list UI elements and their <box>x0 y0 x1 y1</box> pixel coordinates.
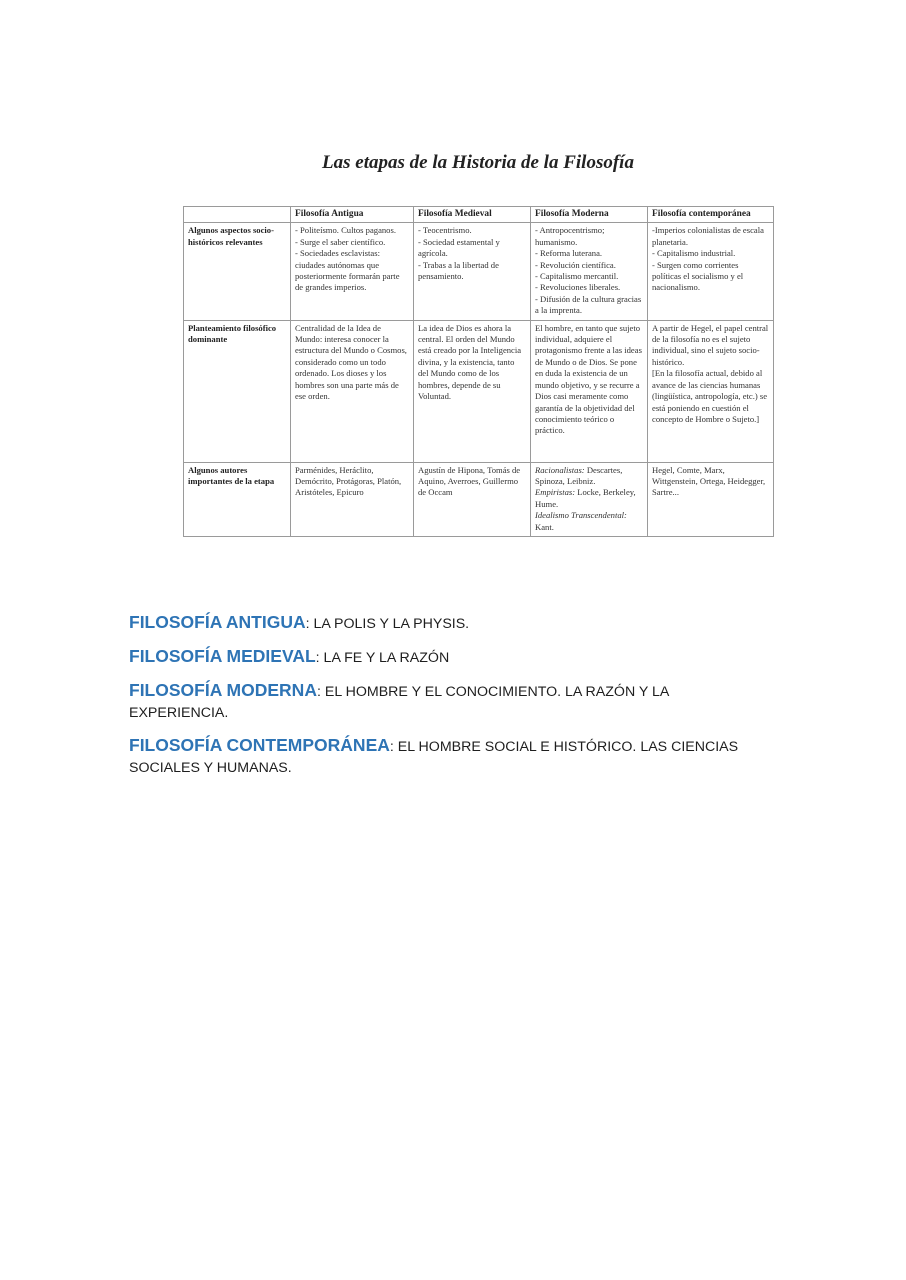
heading-title: FILOSOFÍA CONTEMPORÁNEA <box>129 735 390 755</box>
table-row-socio-historicos <box>184 223 774 320</box>
cell-line: - Surgen como corrientes políticas el socialismo y el nacionalismo. <box>652 259 744 293</box>
header-cell-medieval: Filosofía Medieval <box>414 207 531 223</box>
cell-line: -Imperios colonialistas de escala planetaria. <box>652 225 764 247</box>
heading-text: : EL HOMBRE SOCIAL E HISTÓRICO. LAS CIENCIAS SOCIALES Y HUMANAS. <box>129 739 739 776</box>
authors-idealismo: Kant. <box>535 521 554 532</box>
cell-line: - Capitalismo industrial. <box>652 248 736 259</box>
authors-racionalistas: Descartes, Spinoza, Leibniz. <box>535 464 623 487</box>
header-cell-empty <box>184 207 291 223</box>
cell-line: - Antropocentrismo; humanismo. <box>535 225 605 247</box>
heading-title: FILOSOFÍA ANTIGUA <box>129 612 306 632</box>
header-cell-contemporanea: Filosofía contemporánea <box>648 207 774 223</box>
heading-antigua <box>129 612 749 635</box>
heading-title: FILOSOFÍA MEDIEVAL <box>129 646 316 666</box>
table-cell <box>291 320 414 462</box>
table-cell <box>414 462 531 536</box>
cell-line: - Reforma luterana. <box>535 248 603 259</box>
cell-line: - Sociedad estamental y agrícola. <box>418 236 500 259</box>
table-cell <box>531 223 648 320</box>
row-label: Algunos aspectos socio-históricos relevantes <box>184 223 291 320</box>
stages-table <box>183 206 774 537</box>
cell-line: El hombre, en tanto que sujeto individual, adquiere el protagonismo frente a las ideas de Mundo o de Dios. Se pone en duda la existencia de un mundo objetivo, y se recurre a Dios casi meramente como garantía de la objetividad del conocimiento teórico o práctico. <box>535 322 642 436</box>
authors-empiristas: Locke, Berkeley, Hume. <box>535 487 636 509</box>
cell-line: - Capitalismo mercantil. <box>535 271 619 282</box>
school-label-empiristas: Empiristas: <box>535 487 576 498</box>
heading-medieval <box>129 646 749 669</box>
heading-text: : LA POLIS Y LA PHYSIS. <box>305 616 470 632</box>
cell-line: - Trabas a la libertad de pensamiento. <box>418 259 499 282</box>
heading-title: FILOSOFÍA MODERNA <box>129 680 317 700</box>
cell-line: - Revoluciones liberales. <box>535 282 621 293</box>
table-row-planteamiento <box>184 320 774 462</box>
document-title: Las etapas de la Historia de la Filosofía <box>322 152 634 173</box>
table-header-row <box>184 207 774 223</box>
table-cell <box>291 223 414 320</box>
cell-line <box>535 465 643 488</box>
cell-line: - Difusión de la cultura gracias a la imprenta. <box>535 293 642 316</box>
table-cell <box>648 223 774 320</box>
header-cell-antigua: Filosofía Antigua <box>291 207 414 223</box>
stage-headings <box>129 612 749 790</box>
heading-contemporanea <box>129 735 749 779</box>
cell-line <box>535 487 643 510</box>
heading-moderna <box>129 680 749 724</box>
cell-line: La idea de Dios es ahora la central. El orden del Mundo está creado por la Inteligencia divina, y la existencia, tanto del Mundo como de los hombres, depende de su Voluntad. <box>418 322 522 402</box>
header-cell-moderna: Filosofía Moderna <box>531 207 648 223</box>
table-row-autores <box>184 462 774 536</box>
cell-line: - Surge el saber científico. <box>295 236 386 247</box>
table-cell <box>531 320 648 462</box>
table-cell <box>648 320 774 462</box>
table-cell <box>414 320 531 462</box>
heading-text: : LA FE Y LA RAZÓN <box>315 650 450 666</box>
cell-line: Hegel, Comte, Marx, Wittgenstein, Ortega, Heidegger, Sartre... <box>652 464 766 498</box>
cell-line: Centralidad de la Idea de Mundo: interesa conocer la estructura del Mundo o Cosmos, considerado como un todo ordenado. Los dioses y los hombres son una parte más de ese orden. <box>295 322 407 402</box>
school-label-idealismo: Idealismo Transcendental: <box>535 510 627 521</box>
cell-line: - Revolución científica. <box>535 259 616 270</box>
table-cell <box>648 462 774 536</box>
row-label: Planteamiento filosófico dominante <box>184 320 291 462</box>
cell-line: Agustín de Hipona, Tomás de Aquino, Averroes, Guillermo de Occam <box>418 464 521 498</box>
table-cell <box>414 223 531 320</box>
cell-line: [En la filosofía actual, debido al avance de las ciencias humanas (lingüística, antropología, etc.) se está poniendo en cuestión el concepto de Hombre o Sujeto.] <box>652 368 768 424</box>
table-cell <box>291 462 414 536</box>
cell-line: A partir de Hegel, el papel central de la filosofía no es el sujeto individual, sino el sujeto socio-histórico. <box>652 322 769 367</box>
cell-line: - Teocentrismo. <box>418 225 472 236</box>
table-cell <box>531 462 648 536</box>
cell-line: - Sociedades esclavistas: ciudades autónomas que posteriormente formarán parte de grandes imperios. <box>295 248 400 293</box>
cell-line: - Politeísmo. Cultos paganos. <box>295 225 396 236</box>
row-label: Algunos autores importantes de la etapa <box>184 462 291 536</box>
school-label-racionalistas: Racionalistas: <box>535 464 585 475</box>
cell-line <box>535 510 643 533</box>
cell-line: Parménides, Heráclito, Demócrito, Protágoras, Platón, Aristóteles, Epicuro <box>295 464 402 498</box>
heading-text: : EL HOMBRE Y EL CONOCIMIENTO. LA RAZÓN Y LA EXPERIENCIA. <box>129 684 669 721</box>
